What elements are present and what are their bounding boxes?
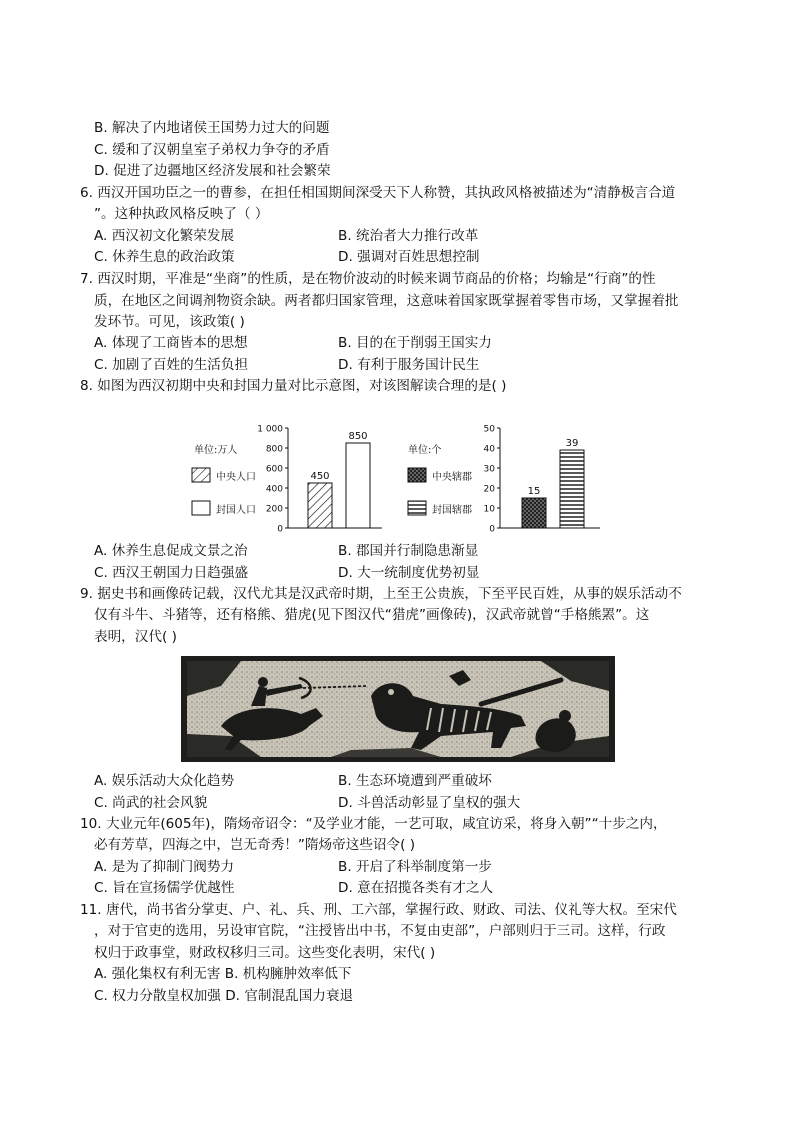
q7-option-a[interactable]: A. 体现了工商皆本的思想 [94, 335, 248, 351]
q5-option-c[interactable]: C. 缓和了汉朝皇室子弟权力争夺的矛盾 [94, 142, 330, 158]
chart1-legend-fief: 封国人口 [216, 505, 256, 516]
chart2-legend-swatch-fief [408, 501, 426, 515]
q5-option-d[interactable]: D. 促进了边疆地区经济发展和社会繁荣 [94, 163, 331, 179]
chart2-value-label-central: 15 [527, 486, 541, 497]
q11-stem-line2: ，对于官吏的选用，另设审官院，“注授皆出中书，不复由吏部”，户部则归于三司。这样，行政 [94, 923, 666, 939]
chart2-legend-swatch-central [408, 468, 426, 482]
commandery-bar-chart [404, 420, 604, 540]
chart1-legend-swatch-central [192, 468, 210, 482]
q6-option-c[interactable]: C. 休养生息的政治政策 [94, 249, 235, 265]
chart2-legend-central: 中央辖郡 [432, 472, 472, 483]
c2-tick-label: 50 [483, 424, 495, 435]
chart1-bar-central-population [308, 483, 332, 528]
q5-option-b[interactable]: B. 解决了内地诸侯王国势力过大的问题 [94, 120, 330, 136]
q7-option-b[interactable]: B. 目的在于削弱王国实力 [338, 335, 492, 351]
q9-option-a[interactable]: A. 娱乐活动大众化趋势 [94, 773, 235, 789]
q8-option-b[interactable]: B. 郡国并行制隐患渐显 [338, 543, 479, 559]
c2-tick-label: 30 [483, 464, 495, 475]
q11-stem-line3: 权归于政事堂，财政权移归三司。这些变化表明，宋代( ) [94, 945, 436, 961]
chart1-bar-fief-population [346, 443, 370, 528]
q7-stem-line1: 7. 西汉时期，平准是“坐商”的性质，是在物价波动的时候来调节商品的价格；均输是“行商”的性 [80, 271, 656, 287]
chart1-value-label-fief: 850 [348, 431, 368, 442]
q10-stem-line1: 10. 大业元年(605年)，隋炀帝诏令：“及学业才能，一艺可取，咸宜访采，将身入朝”“十步之内， [80, 816, 667, 832]
q7-stem-line2: 质，在地区之间调剂物资余缺。两者都归国家管理，这意味着国家既掌握着零售市场，又掌握着批 [94, 293, 679, 309]
q9-stem-line1: 9. 据史书和画像砖记载，汉代尤其是汉武帝时期，上至王公贵族，下至平民百姓，从事的娱乐活动不 [80, 586, 682, 602]
q7-stem-line3: 发环节。可见，该政策( ) [94, 314, 245, 330]
q6-stem-line2: ”。这种执政风格反映了（ ） [94, 206, 269, 222]
q11-options-cd[interactable]: C. 权力分散皇权加强 D. 官制混乱国力衰退 [94, 988, 354, 1004]
q6-stem-line1: 6. 西汉开国功臣之一的曹参，在担任相国期间深受天下人称赞，其执政风格被描述为“清静极言合道 [80, 185, 676, 201]
q6-option-b[interactable]: B. 统治者大力推行改革 [338, 228, 479, 244]
chart2-legend-fief: 封国辖郡 [432, 505, 472, 516]
chart2-bar-fief-commanderies [560, 450, 584, 528]
c1-tick-label: 800 [265, 444, 283, 455]
q6-option-d[interactable]: D. 强调对百姓思想控制 [338, 249, 480, 265]
q7-option-c[interactable]: C. 加剧了百姓的生活负担 [94, 357, 249, 373]
c2-tick-label: 20 [483, 484, 495, 495]
q9-stem-line2: 仅有斗牛、斗猪等，还有格熊、猎虎(见下图汉代“猎虎”画像砖)，汉武帝就曾“手格熊罴”。这 [94, 607, 650, 623]
q11-stem-line1: 11. 唐代，尚书省分掌吏、户、礼、兵、刑、工六部，掌握行政、财政、司法、仪礼等大权。至宋代 [80, 902, 677, 918]
q9-option-d[interactable]: D. 斗兽活动彰显了皇权的强大 [338, 795, 521, 811]
q10-option-b[interactable]: B. 开启了科举制度第一步 [338, 859, 492, 875]
q8-stem: 8. 如图为西汉初期中央和封国力量对比示意图，对该图解读合理的是( ) [80, 378, 507, 394]
c2-tick-label: 0 [489, 524, 495, 535]
chart2-unit-label: 单位:个 [408, 445, 442, 456]
q8-option-a[interactable]: A. 休养生息促成文景之治 [94, 543, 248, 559]
q11-options-ab[interactable]: A. 强化集权有利无害 B. 机构臃肿效率低下 [94, 966, 352, 982]
c2-tick-label: 40 [483, 444, 495, 455]
c1-tick-label: 400 [265, 484, 283, 495]
q10-option-c[interactable]: C. 旨在宣扬儒学优越性 [94, 880, 235, 896]
chart2-bar-central-commanderies [522, 498, 546, 528]
chart2-value-label-fief: 39 [565, 438, 579, 449]
c1-tick-label: 200 [265, 504, 283, 515]
q10-stem-line2: 必有芳草，四海之中，岂无奇秀！”隋炀帝这些诏令( ) [94, 837, 416, 853]
q10-option-d[interactable]: D. 意在招揽各类有才之人 [338, 880, 494, 896]
chart1-value-label-central: 450 [310, 471, 330, 482]
c2-tick-label: 10 [483, 504, 495, 515]
c1-tick-label: 0 [277, 524, 283, 535]
tiger-hunting-brick-image [181, 656, 615, 762]
c1-tick-label: 1 000 [257, 424, 283, 435]
chart1-legend-central: 中央人口 [216, 472, 256, 483]
q8-option-d[interactable]: D. 大一统制度优势初显 [338, 565, 480, 581]
chart1-legend-swatch-fief [192, 501, 210, 515]
q8-option-c[interactable]: C. 西汉王朝国力日趋强盛 [94, 565, 249, 581]
c1-tick-label: 600 [265, 464, 283, 475]
q9-stem-line3: 表明，汉代( ) [94, 629, 177, 645]
q10-option-a[interactable]: A. 是为了抑制门阀势力 [94, 859, 235, 875]
q9-option-b[interactable]: B. 生态环境遭到严重破坏 [338, 773, 492, 789]
q9-option-c[interactable]: C. 尚武的社会风貌 [94, 795, 208, 811]
population-bar-chart [186, 420, 386, 540]
q7-option-d[interactable]: D. 有利于服务国计民生 [338, 357, 480, 373]
chart1-unit-label: 单位:万人 [194, 445, 238, 456]
q6-option-a[interactable]: A. 西汉初文化繁荣发展 [94, 228, 235, 244]
